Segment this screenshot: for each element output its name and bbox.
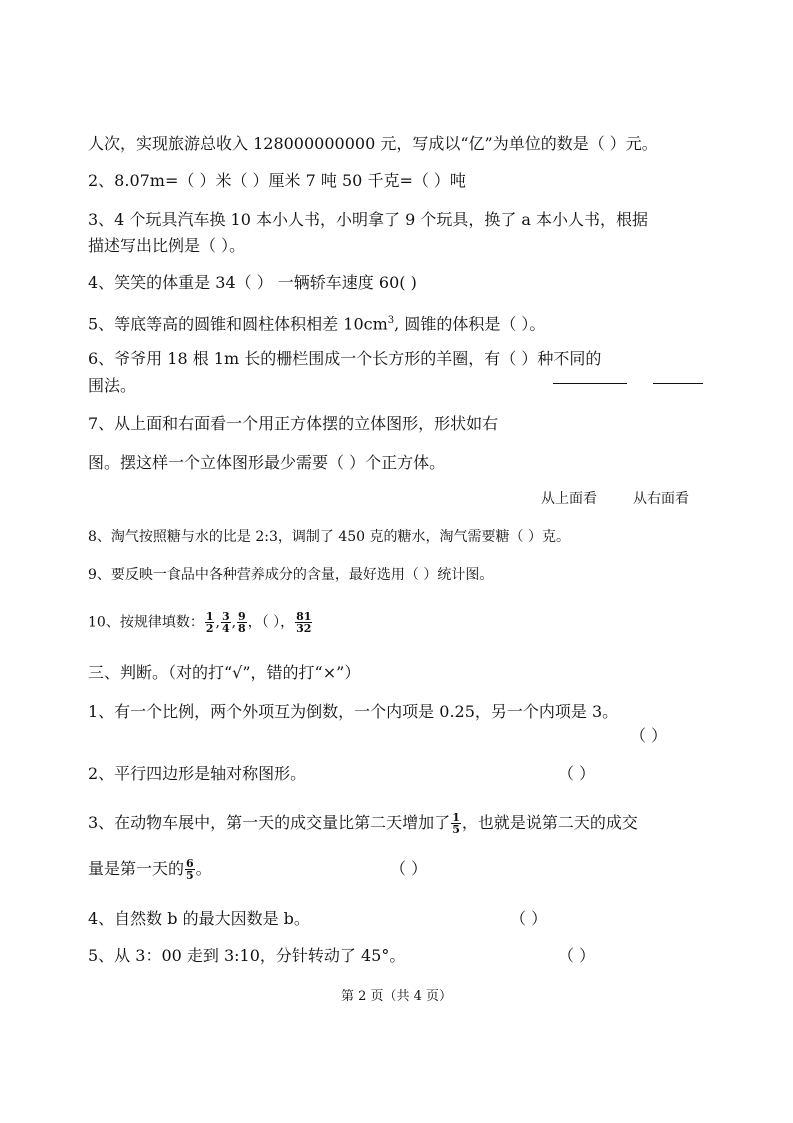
q10-text: 10、按规律填数： (88, 614, 204, 631)
q10-fraction-3: $\frac{9}{8}$ (238, 610, 246, 635)
question-9: 9、要反映一食品中各种营养成分的含量，最好选用（ ）统计图。 (88, 567, 494, 583)
question-6-line2: 围法。 (88, 376, 137, 395)
q10-fraction-2: $\frac{3}{4}$ (221, 610, 230, 635)
judge-4: 4、自然数 b 的最大因数是 b。 (88, 909, 310, 928)
q10-fraction-4: $\frac{81}{32}$ (296, 610, 312, 635)
j3-text-after: ，也就是说第二天的成交 (461, 813, 638, 832)
j3-fraction-1: $\frac{1}{5}$ (452, 811, 460, 836)
j3-fraction-2: $\frac{6}{5}$ (186, 857, 194, 882)
figure-underline-left (553, 383, 627, 384)
question-5 (88, 310, 545, 335)
question-10: 10、按规律填数： $\frac{1}{2}$ , $\frac{3}{4}$ , $\frac{9}{8}$ ，（ ）， $\frac{81}{32}$ (88, 610, 312, 635)
figure-underline-right (653, 383, 703, 384)
line-tourism: 人次，实现旅游总收入 128000000000 元，写成以“亿”为单位的数是（ ）元。 (88, 134, 658, 153)
question-4: 4、笑笑的体重是 34（ ） 一辆轿车速度 60( ) (88, 273, 417, 292)
j3-text-2: 量是第一天的 (88, 859, 185, 878)
question-6-line1: 6、爷爷用 18 根 1m 长的栅栏围成一个长方形的羊圈，有（ ）种不同的 (88, 349, 602, 368)
question-8: 8、淘气按照糖与水的比是 2:3，调制了 450 克的糖水，淘气需要糖（ ）克。 (88, 529, 570, 545)
question-7-line2: 图。摆这样一个立体图形最少需要（ ）个正方体。 (88, 453, 446, 472)
judge-1-paren: （ ） (630, 726, 668, 745)
judge-3-paren: （ ） (390, 859, 428, 878)
judge-2: 2、平行四边形是轴对称图形。 (88, 764, 307, 783)
q5-text: 5、等底等高的圆锥和圆柱体积相差 10cm (88, 314, 388, 334)
q10-fraction-1: $\frac{1}{2}$ (205, 610, 214, 635)
view-right-label: 从右面看 (633, 491, 689, 507)
page-footer: 第 2 页（共 4 页） (340, 989, 453, 1004)
question-3-line1: 3、4 个玩具汽车换 10 本小人书，小明拿了 9 个玩具，换了 a 本小人书，根据 (88, 210, 649, 229)
question-2: 2、8.07m=（ ）米（ ）厘米 7 吨 50 千克=（ ）吨 (88, 171, 466, 190)
q5-text-after: , 圆锥的体积是（ ）。 (394, 314, 546, 334)
judge-3-line1 (88, 812, 638, 835)
judge-heading: 三、判断。（对的打“√”，错的打“×”） (88, 663, 361, 682)
judge-2-paren: （ ） (558, 764, 596, 783)
j3-text: 3、在动物车展中，第一天的成交量比第二天增加了 (88, 813, 451, 832)
view-top-label: 从上面看 (541, 491, 597, 507)
q5-superscript: 3 (387, 315, 395, 326)
judge-5: 5、从 3：00 走到 3:10，分针转动了 45°。 (88, 946, 406, 965)
judge-1: 1、有一个比例，两个外项互为倒数，一个内项是 0.25，另一个内项是 3。 (88, 702, 619, 721)
judge-5-paren: （ ） (558, 946, 596, 965)
judge-3-line2 (88, 858, 212, 881)
j3-text-2-after: 。 (195, 859, 212, 878)
judge-4-paren: （ ） (510, 909, 548, 928)
question-3-line2: 描述写出比例是（ ）。 (88, 236, 246, 255)
q10-blank: ，（ ）， (247, 614, 295, 631)
question-7-line1: 7、从上面和右面看一个用正方体摆的立体图形，形状如右 (88, 414, 499, 433)
